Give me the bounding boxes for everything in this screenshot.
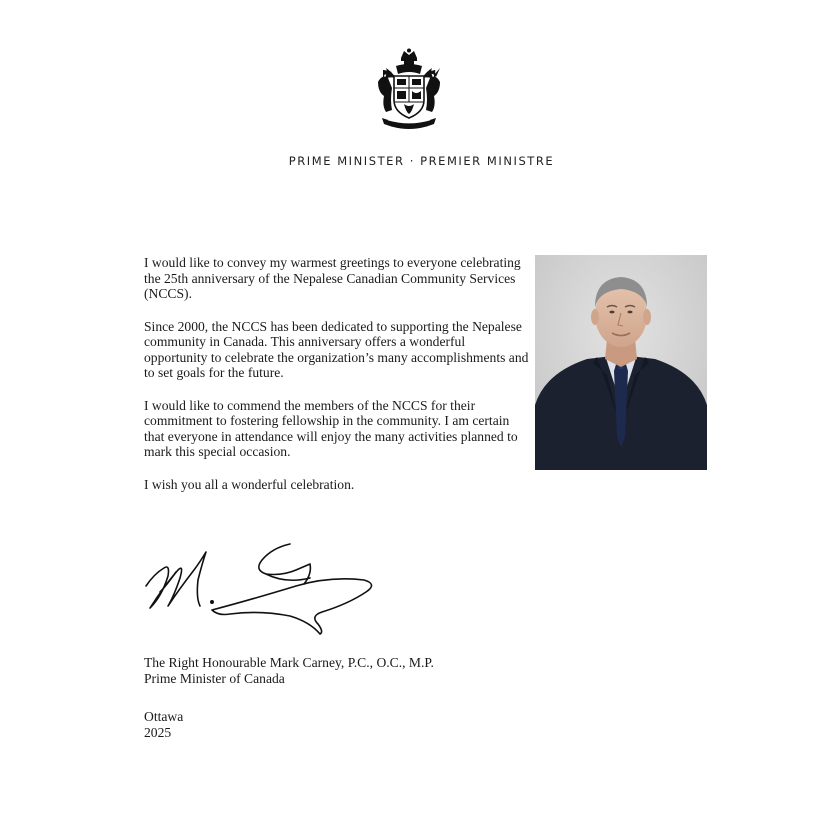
place-city: Ottawa <box>144 709 184 724</box>
portrait-photo <box>535 255 707 470</box>
signatory-block <box>144 655 434 687</box>
letter-paragraph: I would like to commend the members of the NCCS for their commitment to fostering fellowship in the community. I am certain that everyone in attendance will enjoy the many activities planned to mark this special occasion. <box>144 397 518 459</box>
place-date-block <box>144 709 183 741</box>
signatory-name: The Right Honourable Mark Carney, P.C., O.C., M.P. <box>144 655 434 670</box>
letter-paragraph: I wish you all a wonderful celebration. <box>144 476 355 492</box>
place-year: 2025 <box>144 725 172 740</box>
letterhead-title: PRIME MINISTER · PREMIER MINISTRE <box>288 154 555 168</box>
signature <box>140 540 390 640</box>
coat-of-arms-icon <box>374 48 444 134</box>
letter-body <box>144 255 529 509</box>
letter-paragraph: Since 2000, the NCCS has been dedicated to supporting the Nepalese community in Canada. This anniversary offers a wonderful opportunity to celebrate the organization’s many accomplishments and to set goals for the future. <box>144 318 529 380</box>
signatory-title: Prime Minister of Canada <box>144 671 285 686</box>
letter-paragraph: I would like to convey my warmest greetings to everyone celebrating the 25th anniversary of the Nepalese Canadian Community Services (NCCS). <box>144 255 521 301</box>
